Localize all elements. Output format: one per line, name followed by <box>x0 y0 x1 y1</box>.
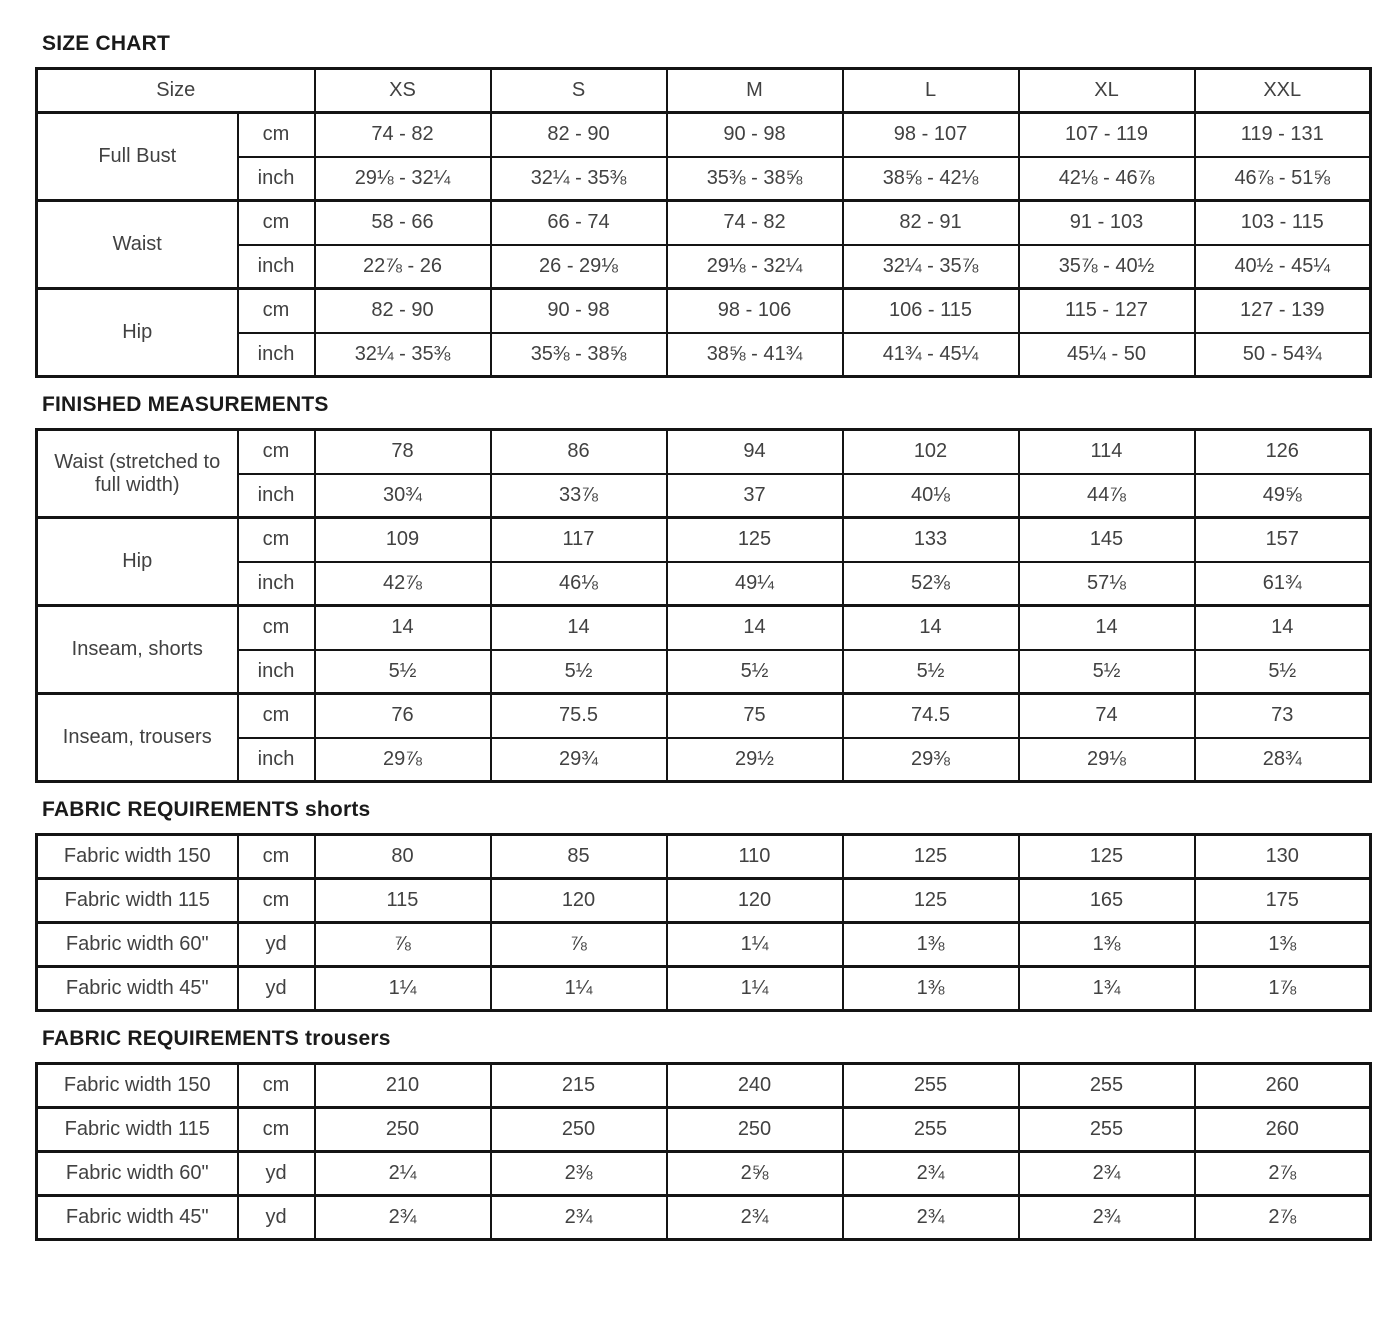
value-cell: 1⅜ <box>843 967 1019 1011</box>
value-cell: 14 <box>667 606 843 650</box>
value-cell: 98 - 106 <box>667 289 843 333</box>
fabric-row <box>37 967 1371 1011</box>
value-cell: 120 <box>667 879 843 923</box>
value-cell: 5½ <box>667 650 843 694</box>
fabric-requirements-trousers-table <box>35 1062 1372 1241</box>
unit-cell: yd <box>238 1152 315 1196</box>
value-cell: 33⅞ <box>491 474 667 518</box>
value-cell: 32¼ - 35⅜ <box>315 333 491 377</box>
value-cell: 29¾ <box>491 738 667 782</box>
row-label: Inseam, shorts <box>37 606 238 694</box>
measurement-row <box>37 157 1371 201</box>
value-cell: 5½ <box>315 650 491 694</box>
value-cell: 115 <box>315 879 491 923</box>
measurement-row <box>37 289 1371 333</box>
fabric-row <box>37 1196 1371 1240</box>
measurement-row <box>37 518 1371 562</box>
value-cell: 1⅜ <box>843 923 1019 967</box>
value-cell: 74.5 <box>843 694 1019 738</box>
value-cell: 2¼ <box>315 1152 491 1196</box>
value-cell: 44⅞ <box>1019 474 1195 518</box>
value-cell: 125 <box>667 518 843 562</box>
unit-cell: cm <box>238 694 315 738</box>
value-cell: 5½ <box>1019 650 1195 694</box>
row-label: Full Bust <box>37 113 238 201</box>
size-column-header: XL <box>1019 69 1195 113</box>
unit-cell: inch <box>238 245 315 289</box>
row-label: Waist <box>37 201 238 289</box>
value-cell: 114 <box>1019 430 1195 474</box>
fabric-row <box>37 835 1371 879</box>
value-cell: 49⅝ <box>1195 474 1371 518</box>
value-cell: 157 <box>1195 518 1371 562</box>
value-cell: 255 <box>1019 1108 1195 1152</box>
value-cell: 2¾ <box>843 1196 1019 1240</box>
value-cell: 115 - 127 <box>1019 289 1195 333</box>
value-cell: 1¼ <box>491 967 667 1011</box>
size-column-header: S <box>491 69 667 113</box>
value-cell: 49¼ <box>667 562 843 606</box>
value-cell: 61¾ <box>1195 562 1371 606</box>
value-cell: 50 - 54¾ <box>1195 333 1371 377</box>
value-cell: 91 - 103 <box>1019 201 1195 245</box>
value-cell: 5½ <box>1195 650 1371 694</box>
value-cell: 102 <box>843 430 1019 474</box>
size-column-header: XS <box>315 69 491 113</box>
value-cell: 46⅞ - 51⅝ <box>1195 157 1371 201</box>
unit-cell: cm <box>238 430 315 474</box>
value-cell: 215 <box>491 1064 667 1108</box>
value-cell: 14 <box>1019 606 1195 650</box>
value-cell: ⅞ <box>315 923 491 967</box>
unit-cell: cm <box>238 518 315 562</box>
value-cell: 125 <box>1019 835 1195 879</box>
value-cell: 250 <box>315 1108 491 1152</box>
value-cell: 74 - 82 <box>315 113 491 157</box>
value-cell: 22⅞ - 26 <box>315 245 491 289</box>
value-cell: 82 - 90 <box>491 113 667 157</box>
unit-cell: inch <box>238 157 315 201</box>
value-cell: 2¾ <box>491 1196 667 1240</box>
measurement-row <box>37 430 1371 474</box>
row-label: Fabric width 60" <box>37 1152 238 1196</box>
value-cell: 80 <box>315 835 491 879</box>
row-label: Hip <box>37 518 238 606</box>
measurement-row <box>37 738 1371 782</box>
value-cell: 66 - 74 <box>491 201 667 245</box>
value-cell: 1¼ <box>315 967 491 1011</box>
value-cell: 29⅛ <box>1019 738 1195 782</box>
value-cell: 41¾ - 45¼ <box>843 333 1019 377</box>
value-cell: 32¼ - 35⅜ <box>491 157 667 201</box>
value-cell: 37 <box>667 474 843 518</box>
measurement-row <box>37 650 1371 694</box>
measurement-row <box>37 201 1371 245</box>
value-cell: 29½ <box>667 738 843 782</box>
value-cell: 145 <box>1019 518 1195 562</box>
value-cell: 32¼ - 35⅞ <box>843 245 1019 289</box>
value-cell: 58 - 66 <box>315 201 491 245</box>
value-cell: 29⅜ <box>843 738 1019 782</box>
value-cell: 120 <box>491 879 667 923</box>
value-cell: 250 <box>667 1108 843 1152</box>
value-cell: 35⅜ - 38⅝ <box>491 333 667 377</box>
size-header-row <box>37 69 1371 113</box>
value-cell: 250 <box>491 1108 667 1152</box>
value-cell: 2¾ <box>843 1152 1019 1196</box>
size-column-header: M <box>667 69 843 113</box>
value-cell: 57⅛ <box>1019 562 1195 606</box>
value-cell: 1¼ <box>667 967 843 1011</box>
fabric-row <box>37 1108 1371 1152</box>
fabric-requirements-trousers-heading: FABRIC REQUIREMENTS trousers <box>42 1027 391 1051</box>
value-cell: 94 <box>667 430 843 474</box>
unit-cell: inch <box>238 738 315 782</box>
unit-cell: yd <box>238 923 315 967</box>
unit-cell: yd <box>238 1196 315 1240</box>
size-header-label: Size <box>37 69 315 113</box>
value-cell: 2¾ <box>1019 1152 1195 1196</box>
value-cell: 255 <box>843 1108 1019 1152</box>
value-cell: 45¼ - 50 <box>1019 333 1195 377</box>
unit-cell: inch <box>238 650 315 694</box>
fabric-row <box>37 1152 1371 1196</box>
measurement-row <box>37 474 1371 518</box>
value-cell: 175 <box>1195 879 1371 923</box>
value-cell: 2⅞ <box>1195 1152 1371 1196</box>
row-label: Fabric width 115 <box>37 1108 238 1152</box>
value-cell: 29⅞ <box>315 738 491 782</box>
value-cell: 1¾ <box>1019 967 1195 1011</box>
value-cell: 52⅜ <box>843 562 1019 606</box>
value-cell: 260 <box>1195 1108 1371 1152</box>
value-cell: 38⅝ - 42⅛ <box>843 157 1019 201</box>
value-cell: 35⅜ - 38⅝ <box>667 157 843 201</box>
value-cell: 86 <box>491 430 667 474</box>
value-cell: 40⅛ <box>843 474 1019 518</box>
finished-measurements-table <box>35 428 1372 783</box>
value-cell: 119 - 131 <box>1195 113 1371 157</box>
unit-cell: cm <box>238 835 315 879</box>
value-cell: 82 - 91 <box>843 201 1019 245</box>
unit-cell: cm <box>238 289 315 333</box>
finished-measurements-heading: FINISHED MEASUREMENTS <box>42 393 329 417</box>
value-cell: 109 <box>315 518 491 562</box>
value-cell: 14 <box>843 606 1019 650</box>
value-cell: 5½ <box>843 650 1019 694</box>
value-cell: 1⅜ <box>1019 923 1195 967</box>
value-cell: 165 <box>1019 879 1195 923</box>
value-cell: 1⅜ <box>1195 923 1371 967</box>
value-cell: 2¾ <box>1019 1196 1195 1240</box>
value-cell: 14 <box>315 606 491 650</box>
value-cell: 90 - 98 <box>667 113 843 157</box>
row-label: Fabric width 45" <box>37 1196 238 1240</box>
value-cell: 35⅞ - 40½ <box>1019 245 1195 289</box>
value-cell: 2¾ <box>315 1196 491 1240</box>
value-cell: 126 <box>1195 430 1371 474</box>
fabric-row <box>37 1064 1371 1108</box>
value-cell: 42⅞ <box>315 562 491 606</box>
value-cell: 76 <box>315 694 491 738</box>
row-label: Fabric width 150 <box>37 835 238 879</box>
value-cell: 85 <box>491 835 667 879</box>
size-column-header: L <box>843 69 1019 113</box>
unit-cell: inch <box>238 562 315 606</box>
measurement-row <box>37 245 1371 289</box>
measurement-row <box>37 606 1371 650</box>
value-cell: 78 <box>315 430 491 474</box>
fabric-row <box>37 879 1371 923</box>
value-cell: 73 <box>1195 694 1371 738</box>
value-cell: 26 - 29⅛ <box>491 245 667 289</box>
value-cell: 98 - 107 <box>843 113 1019 157</box>
measurement-row <box>37 562 1371 606</box>
value-cell: 30¾ <box>315 474 491 518</box>
value-cell: 82 - 90 <box>315 289 491 333</box>
fabric-row <box>37 923 1371 967</box>
unit-cell: inch <box>238 474 315 518</box>
value-cell: 14 <box>1195 606 1371 650</box>
value-cell: 127 - 139 <box>1195 289 1371 333</box>
measurement-row <box>37 333 1371 377</box>
value-cell: 125 <box>843 835 1019 879</box>
value-cell: 90 - 98 <box>491 289 667 333</box>
unit-cell: cm <box>238 201 315 245</box>
value-cell: 75.5 <box>491 694 667 738</box>
row-label: Fabric width 60" <box>37 923 238 967</box>
value-cell: 2⅝ <box>667 1152 843 1196</box>
value-cell: 14 <box>491 606 667 650</box>
value-cell: 117 <box>491 518 667 562</box>
value-cell: 38⅝ - 41¾ <box>667 333 843 377</box>
value-cell: 255 <box>1019 1064 1195 1108</box>
value-cell: 74 <box>1019 694 1195 738</box>
value-cell: 28¾ <box>1195 738 1371 782</box>
value-cell: 75 <box>667 694 843 738</box>
value-cell: 42⅛ - 46⅞ <box>1019 157 1195 201</box>
unit-cell: cm <box>238 606 315 650</box>
row-label: Fabric width 115 <box>37 879 238 923</box>
value-cell: 5½ <box>491 650 667 694</box>
size-chart-heading: SIZE CHART <box>42 32 170 55</box>
value-cell: 260 <box>1195 1064 1371 1108</box>
value-cell: 40½ - 45¼ <box>1195 245 1371 289</box>
row-label: Fabric width 45" <box>37 967 238 1011</box>
value-cell: 133 <box>843 518 1019 562</box>
value-cell: 74 - 82 <box>667 201 843 245</box>
value-cell: 210 <box>315 1064 491 1108</box>
value-cell: 130 <box>1195 835 1371 879</box>
value-cell: 255 <box>843 1064 1019 1108</box>
size-chart-table <box>35 67 1372 378</box>
value-cell: ⅞ <box>491 923 667 967</box>
fabric-requirements-shorts-heading: FABRIC REQUIREMENTS shorts <box>42 798 371 822</box>
row-label: Fabric width 150 <box>37 1064 238 1108</box>
row-label: Inseam, trousers <box>37 694 238 782</box>
value-cell: 29⅛ - 32¼ <box>315 157 491 201</box>
value-cell: 103 - 115 <box>1195 201 1371 245</box>
row-label: Waist (stretched to full width) <box>37 430 238 518</box>
row-label: Hip <box>37 289 238 377</box>
unit-cell: cm <box>238 1064 315 1108</box>
fabric-requirements-shorts-table <box>35 833 1372 1012</box>
measurement-row <box>37 694 1371 738</box>
value-cell: 106 - 115 <box>843 289 1019 333</box>
value-cell: 125 <box>843 879 1019 923</box>
value-cell: 1¼ <box>667 923 843 967</box>
value-cell: 240 <box>667 1064 843 1108</box>
value-cell: 46⅛ <box>491 562 667 606</box>
value-cell: 2⅜ <box>491 1152 667 1196</box>
value-cell: 29⅛ - 32¼ <box>667 245 843 289</box>
unit-cell: inch <box>238 333 315 377</box>
value-cell: 107 - 119 <box>1019 113 1195 157</box>
value-cell: 1⅞ <box>1195 967 1371 1011</box>
size-column-header: XXL <box>1195 69 1371 113</box>
value-cell: 110 <box>667 835 843 879</box>
unit-cell: cm <box>238 113 315 157</box>
unit-cell: yd <box>238 967 315 1011</box>
unit-cell: cm <box>238 1108 315 1152</box>
unit-cell: cm <box>238 879 315 923</box>
value-cell: 2¾ <box>667 1196 843 1240</box>
measurement-row <box>37 113 1371 157</box>
value-cell: 2⅞ <box>1195 1196 1371 1240</box>
